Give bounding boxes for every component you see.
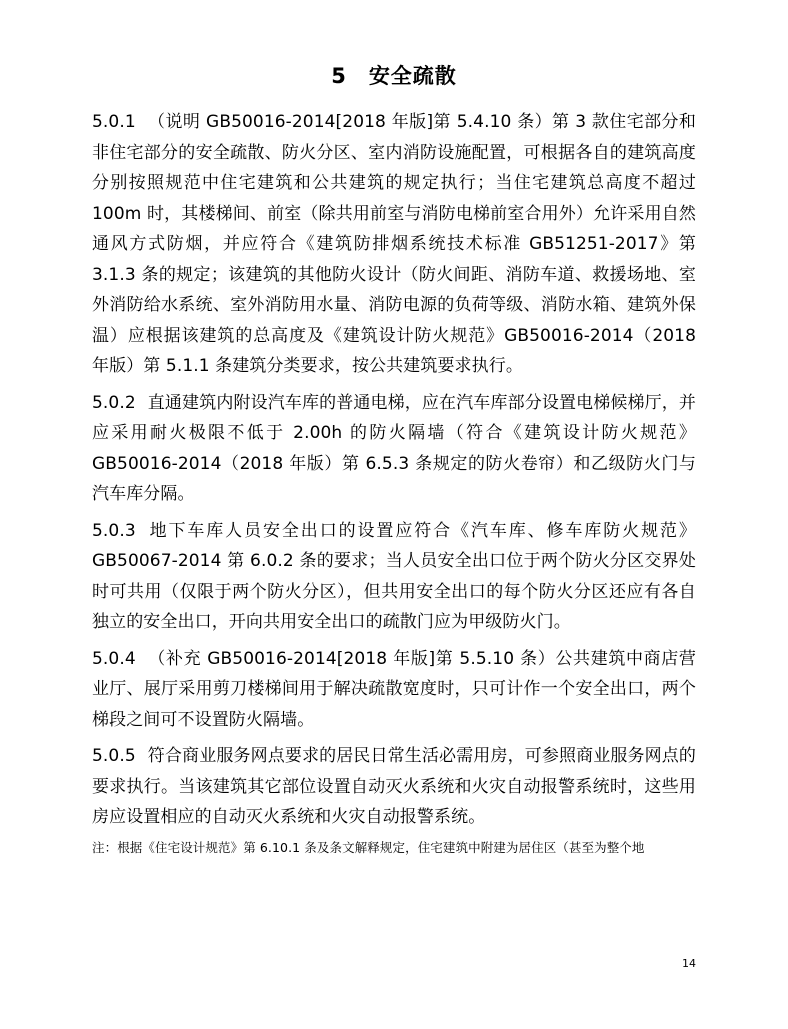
section-title: 安全疏散 xyxy=(368,64,457,88)
clause-number: 5.0.1 xyxy=(92,112,136,132)
clause-text: （补充 GB50016-2014[2018 年版]第 5.5.10 条）公共建筑中商店营业厅、展厅采用剪刀楼梯间用于解决疏散宽度时，只可计作一个安全出口，两个梯段之间可不设置防火隔墙。 xyxy=(92,648,696,730)
clause-paragraph xyxy=(92,107,696,382)
clause-number: 5.0.4 xyxy=(92,648,136,669)
page-number: 14 xyxy=(682,957,696,970)
clause-number: 5.0.2 xyxy=(92,392,136,413)
section-number: 5 xyxy=(331,64,347,88)
clause-text: 地下车库人员安全出口的设置应符合《汽车库、修车库防火规范》GB50067-2014 第 6.0.2 条的要求；当人员安全出口位于两个防火分区交界处时可共用（仅限于两个防火分区），但共用安全出口的每个防火分区还应有各自独立的安全出口，开向共用安全出口的疏散门应为甲级防火门。 xyxy=(92,520,696,632)
clause-paragraph xyxy=(92,388,696,510)
clause-paragraph xyxy=(92,644,696,736)
clause-text: 符合商业服务网点要求的居民日常生活必需用房，可参照商业服务网点的要求执行。当该建筑其它部位设置自动灭火系统和火灾自动报警系统时，这些用房应设置相应的自动灭火系统和火灾自动报警系统。 xyxy=(92,746,696,827)
section-heading xyxy=(0,60,788,90)
clause-text: （说明 GB50016-2014[2018 年版]第 5.4.10 条）第 3 款住宅部分和非住宅部分的安全疏散、防火分区、室内消防设施配置，可根据各自的建筑高度分别按照规范中住宅建筑和公共建筑的规定执行；当住宅建筑总高度不超过 100m 时，其楼梯间、前室（除共用前室与消防电梯前室合用外）允许采用自然通风方式防烟，并应符合《建筑防排烟系统技术标准 GB51251-2017》第 3.1.3 条的规定；该建筑的其他防火设计（防火间距、消防车道、救援场地、室外消防给水系统、室外消防用水量、消防电源的负荷等级、消防水箱、建筑外保温）应根据该建筑的总高度及《建筑设计防火规范》GB50016-2014（2018 年版）第 5.1.1 条建筑分类要求，按公共建筑要求执行。 xyxy=(92,112,696,376)
clause-paragraph xyxy=(92,516,696,638)
clause-paragraph xyxy=(92,741,696,833)
clause-number: 5.0.5 xyxy=(92,746,136,766)
clause-text: 直通建筑内附设汽车库的普通电梯，应在汽车库部分设置电梯候梯厅，并应采用耐火极限不低于 2.00h 的防火隔墙（符合《建筑设计防火规范》GB50016-2014（2018 年版）第 6.5.3 条规定的防火卷帘）和乙级防火门与汽车库分隔。 xyxy=(92,392,696,504)
clause-number: 5.0.3 xyxy=(92,520,136,541)
footnote: 注：根据《住宅设计规范》第 6.10.1 条及条文解释规定，住宅建筑中附建为居住区（甚至为整个地 xyxy=(92,839,645,855)
document-body xyxy=(92,107,696,857)
